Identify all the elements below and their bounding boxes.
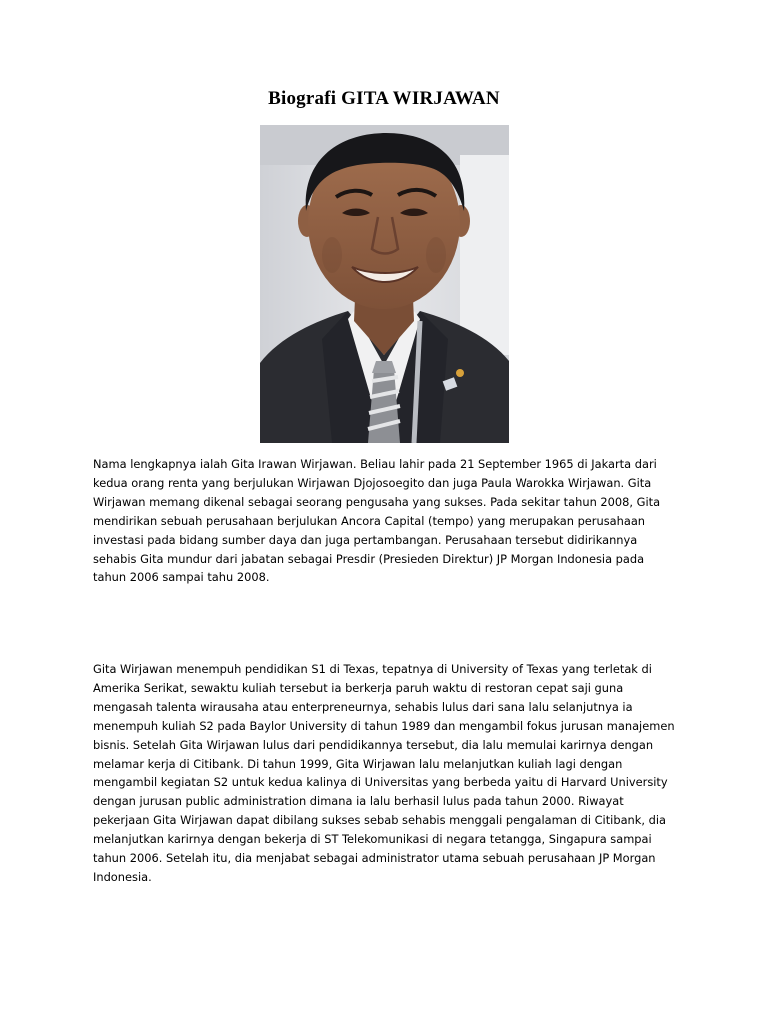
text-line: investasi pada bidang sumber daya dan juga pertambangan. Perusahaan tersebut didirikannya [93, 532, 638, 547]
text-line: bisnis. Setelah Gita Wirjawan lulus dari pendidikannya tersebut, dia lalu memulai karirnya dengan [93, 737, 654, 752]
text-line: Wirjawan memang dikenal sebagai seorang pengusaha yang sukses. Pada sekitar tahun 2008, Gita [93, 494, 661, 509]
portrait-illustration [260, 125, 509, 443]
text-line: sehabis Gita mundur dari jabatan sebagai Presdir (Presieden Direktur) JP Morgan Indonesia pada [93, 551, 645, 566]
paragraph-education [93, 660, 683, 887]
text-line: pekerjaan Gita Wirjawan dapat dibilang sukses sebab sehabis menggali pengalaman di Citibank, dia [93, 813, 666, 828]
page-title: Biografi GITA WIRJAWAN [268, 88, 500, 109]
paragraph-intro [93, 455, 683, 587]
text-line: dengan jurusan public administration dimana ia lalu berhasil lulus pada tahun 2000. Riwayat [93, 794, 624, 809]
text-line: Amerika Serikat, sewaktu kuliah tersebut ia berkerja paruh waktu di restoran cepat saji guna [93, 680, 624, 695]
text-line: mendirikan sebuah perusahaan berjulukan Ancora Capital (tempo) yang merupakan perusahaan [93, 513, 646, 528]
text-line: mengambil kegiatan S2 untuk kedua kalinya di Universitas yang berbeda yaitu di Harvard University [93, 775, 668, 790]
text-line: kedua orang renta yang berjulukan Wirjawan Djojosoegito dan juga Paula Warokka Wirjawan. Gita [93, 475, 652, 490]
text-line: melanjutkan karirnya dengan bekerja di ST Telekomunikasi di negara tetangga, Singapura sampai [93, 832, 652, 847]
text-line: mengasah talenta wirausaha atau enterpreneurnya, sehabis lulus dari sana lalu selanjutnya ia [93, 699, 633, 714]
text-line: Gita Wirjawan menempuh pendidikan S1 di Texas, tepatnya di University of Texas yang terletak di [93, 662, 652, 676]
portrait-photo [260, 125, 509, 443]
text-line: tahun 2006. Setelah itu, dia menjabat sebagai administrator utama sebuah perusahaan JP Morgan [93, 851, 656, 866]
text-line: menempuh kuliah S2 pada Baylor University di tahun 1989 dan mengambil fokus jurusan manajemen [93, 718, 675, 733]
text-line: Nama lengkapnya ialah Gita Irawan Wirjawan. Beliau lahir pada 21 September 1965 di Jakarta dari [93, 457, 657, 471]
text-line: Indonesia. [93, 869, 152, 884]
text-line: tahun 2006 sampai tahu 2008. [93, 570, 270, 585]
text-line: melamar kerja di Citibank. Di tahun 1999, Gita Wirjawan lalu melanjutkan kuliah lagi dengan [93, 756, 623, 771]
